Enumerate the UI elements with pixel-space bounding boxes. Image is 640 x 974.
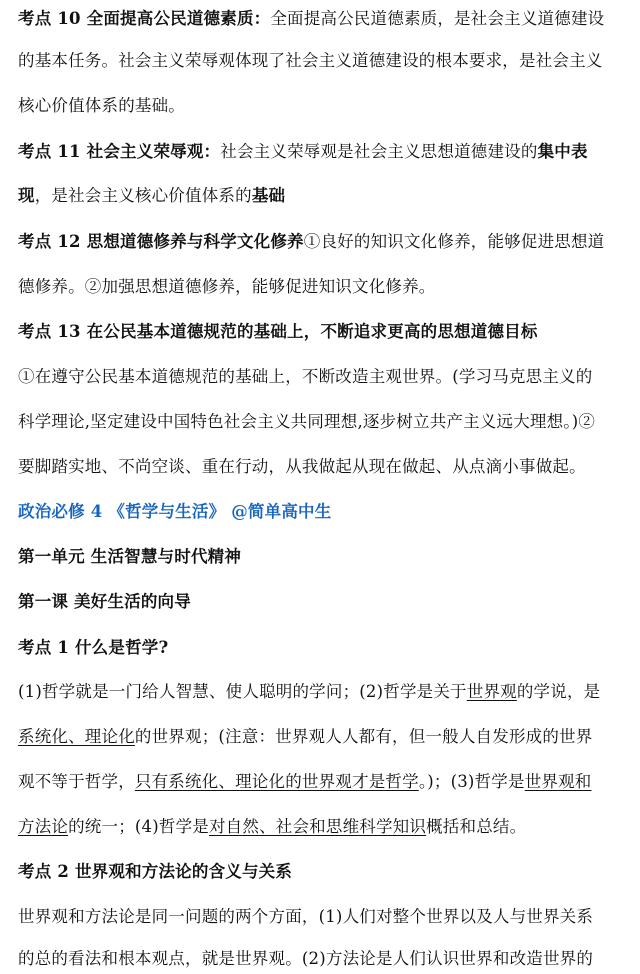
kp11-bold-term-cont: 现 bbox=[18, 186, 35, 205]
kp13-line-1: ①在遵守公民基本道德规范的基础上，不断改造主观世界。(学习马克思主义的 bbox=[18, 367, 593, 386]
kp11-bold-term-2: 基础 bbox=[251, 186, 286, 205]
kp1-line-1 bbox=[18, 680, 626, 704]
kp1-underline-4: 世界观和 bbox=[524, 772, 592, 791]
kp1-text-7: 概括和总结。 bbox=[426, 817, 527, 836]
kp12-line-2: 德修养。②加强思想道德修养，能够促进知识文化修养。 bbox=[18, 277, 436, 296]
kp1-text-5: 。)；(3)哲学是 bbox=[418, 772, 525, 791]
kp10-title: 考点 10 全面提高公民道德素质： bbox=[18, 9, 271, 28]
kp11-text: 社会主义荣辱观是社会主义思想道德建设的 bbox=[220, 142, 538, 161]
kp11-bold-term: 集中表 bbox=[537, 142, 588, 161]
kp1-text-2: 的学说，是 bbox=[516, 682, 601, 701]
kp13-title: 考点 13 在公民基本道德规范的基础上，不断追求更高的思想道德目标 bbox=[18, 322, 538, 341]
kp1-line-4 bbox=[18, 815, 626, 839]
kp1-text-6: 的统一；(4)哲学是 bbox=[68, 817, 209, 836]
kp12-text: ①良好的知识文化修养，能够促进思想道 bbox=[303, 232, 605, 251]
book-heading: 政治必修 4 《哲学与生活》 @简单高中生 bbox=[18, 502, 332, 521]
kp1-text-1: (1)哲学就是一门给人智慧、使人聪明的学问；(2)哲学是关于 bbox=[18, 682, 467, 701]
kp2-title: 考点 2 世界观和方法论的含义与关系 bbox=[18, 862, 293, 881]
kp1-underline-6: 对自然、社会和思维科学知识 bbox=[208, 817, 427, 836]
lesson-heading: 第一课 美好生活的向导 bbox=[18, 592, 191, 611]
kp11-line-2 bbox=[18, 184, 626, 208]
kp1-underline-2: 系统化、理论化 bbox=[18, 727, 135, 746]
kp2-line-2: 的总的看法和根本观点，就是世界观。(2)方法论是人们认识世界和改造世界的 bbox=[18, 949, 594, 968]
unit-heading: 第一单元 生活智慧与时代精神 bbox=[18, 547, 242, 566]
kp10-line-3: 核心价值体系的基础。 bbox=[18, 96, 185, 115]
kp10-text: 全面提高公民道德素质，是社会主义道德建设 bbox=[270, 9, 605, 28]
kp1-text-4: 观不等于哲学， bbox=[18, 772, 135, 791]
kp10-line-1 bbox=[18, 7, 626, 31]
kp13-line-2: 科学理论,坚定建设中国特色社会主义共同理想,逐步树立共产主义远大理想。)② bbox=[18, 412, 596, 431]
kp13-line-3: 要脚踏实地、不尚空谈、重在行动，从我做起从现在做起、从点滴小事做起。 bbox=[18, 457, 586, 476]
kp12-title: 考点 12 思想道德修养与科学文化修养 bbox=[18, 232, 304, 251]
kp12-line-1 bbox=[18, 230, 626, 254]
kp1-title: 考点 1 什么是哲学? bbox=[18, 638, 169, 657]
kp10-line-2: 的基本任务。社会主义荣辱观体现了社会主义道德建设的根本要求，是社会主义 bbox=[18, 51, 603, 70]
kp1-underline-3: 只有系统化、理论化的世界观才是哲学 bbox=[134, 772, 419, 791]
kp11-title: 考点 11 社会主义荣辱观： bbox=[18, 142, 221, 161]
kp2-line-1: 世界观和方法论是同一问题的两个方面，(1)人们对整个世界以及人与世界关系 bbox=[18, 907, 594, 926]
kp1-underline-5: 方法论 bbox=[18, 817, 69, 836]
kp1-underline-1: 世界观 bbox=[466, 682, 517, 701]
kp1-line-2 bbox=[18, 725, 626, 749]
kp11-text-2: ，是社会主义核心价值体系的 bbox=[34, 186, 252, 205]
kp1-text-3: 的世界观；(注意：世界观人人都有，但一般人自发形成的世界 bbox=[134, 727, 593, 746]
kp11-line-1 bbox=[18, 140, 626, 164]
kp1-line-3 bbox=[18, 770, 626, 794]
